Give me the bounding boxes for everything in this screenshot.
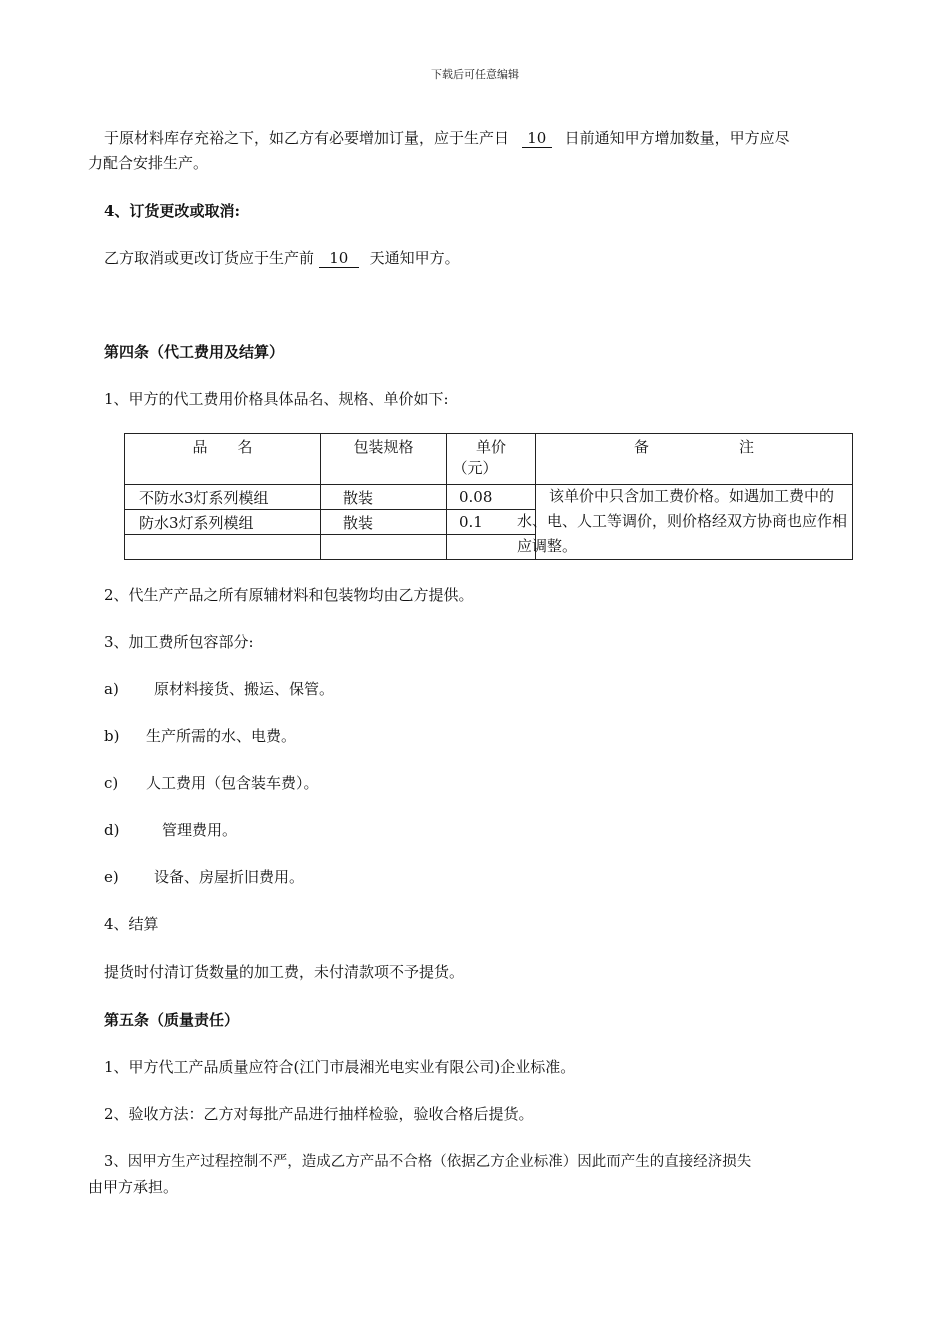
header-price-unit: （元） — [452, 459, 498, 477]
paragraph-text: 于原材料库存充裕之下，如乙方有必要增加订量，应于生产日 — [104, 129, 510, 147]
table-header-row — [125, 434, 853, 485]
header-pack: 包装规格 — [321, 434, 447, 485]
article-5-item-3: 3、因甲方生产过程控制不严，造成乙方产品不合格（依据乙方企业标准）因此而产生的直接经济损失 — [104, 1154, 752, 1170]
paragraph-text: 乙方取消或更改订货应于生产前 — [104, 249, 315, 267]
price-remark: 该单价中只含加工费价格。如遇加工费中的水、电、人工等调价，则价格经双方协商也应作相应调整。 — [517, 487, 848, 555]
cell-pack: 散装 — [321, 485, 447, 510]
article-4-item-1: 1、甲方的代工费用价格具体品名、规格、单价如下: — [104, 390, 449, 408]
list-item-label: c) — [104, 774, 119, 792]
header-price-label: 单价 — [475, 438, 506, 456]
paragraph-text: 日前通知甲方增加数量，甲方应尽 — [564, 129, 790, 147]
header-remark: 备 注 — [536, 434, 853, 485]
paragraph-order-change — [104, 246, 460, 270]
days-blank: 10 — [522, 129, 552, 148]
cell-price: 0.08 — [447, 485, 536, 510]
article-4-item-2: 2、代生产产品之所有原辅材料和包装物均由乙方提供。 — [104, 586, 474, 604]
paragraph-continuation: 力配合安排生产。 — [88, 154, 209, 172]
article-4-title: 第四条（代工费用及结算） — [104, 343, 285, 361]
article-4-item-3: 3、加工费所包容部分: — [104, 633, 254, 651]
paragraph-increase-order — [104, 126, 790, 150]
article-5-item-2: 2、验收方法：乙方对每批产品进行抽样检验，验收合格后提货。 — [104, 1105, 534, 1123]
list-item-label: a) — [104, 680, 119, 698]
section-title-order-change: 4、订货更改或取消: — [104, 202, 240, 220]
header-name: 品 名 — [125, 434, 321, 485]
list-item-label: e) — [104, 868, 119, 886]
list-item-text: 管理费用。 — [162, 821, 238, 839]
cell-price: 0.1 — [447, 510, 536, 535]
list-item-text: 生产所需的水、电费。 — [146, 727, 297, 745]
list-item-text: 设备、房屋折旧费用。 — [154, 868, 305, 886]
list-item-text: 人工费用（包含装车费）。 — [146, 774, 319, 792]
list-item — [104, 771, 319, 795]
paragraph-text: 天通知甲方。 — [369, 249, 460, 267]
list-item-label: b) — [104, 727, 120, 745]
list-item — [104, 818, 237, 842]
cell-name: 不防水3灯系列模组 — [125, 485, 321, 510]
cell-pack — [321, 535, 447, 560]
cell-name — [125, 535, 321, 560]
article-5-item-1: 1、甲方代工产品质量应符合(江门市晨湘光电实业有限公司)企业标准。 — [104, 1058, 576, 1076]
list-item — [104, 724, 296, 748]
page-header: 下载后可任意编辑 — [431, 68, 519, 81]
list-item — [104, 677, 334, 701]
article-5-item-3-cont: 由甲方承担。 — [88, 1178, 179, 1196]
list-item-label: d) — [104, 821, 120, 839]
cell-pack: 散装 — [321, 510, 447, 535]
header-price — [447, 434, 536, 485]
list-item-text: 原材料接货、搬运、保管。 — [154, 680, 335, 698]
settlement-text: 提货时付清订货数量的加工费，未付清款项不予提货。 — [104, 963, 465, 981]
days-blank: 10 — [319, 249, 359, 268]
article-5-title: 第五条（质量责任） — [104, 1011, 240, 1029]
list-item — [104, 865, 304, 889]
article-4-item-4: 4、结算 — [104, 915, 159, 933]
cell-name: 防水3灯系列模组 — [125, 510, 321, 535]
